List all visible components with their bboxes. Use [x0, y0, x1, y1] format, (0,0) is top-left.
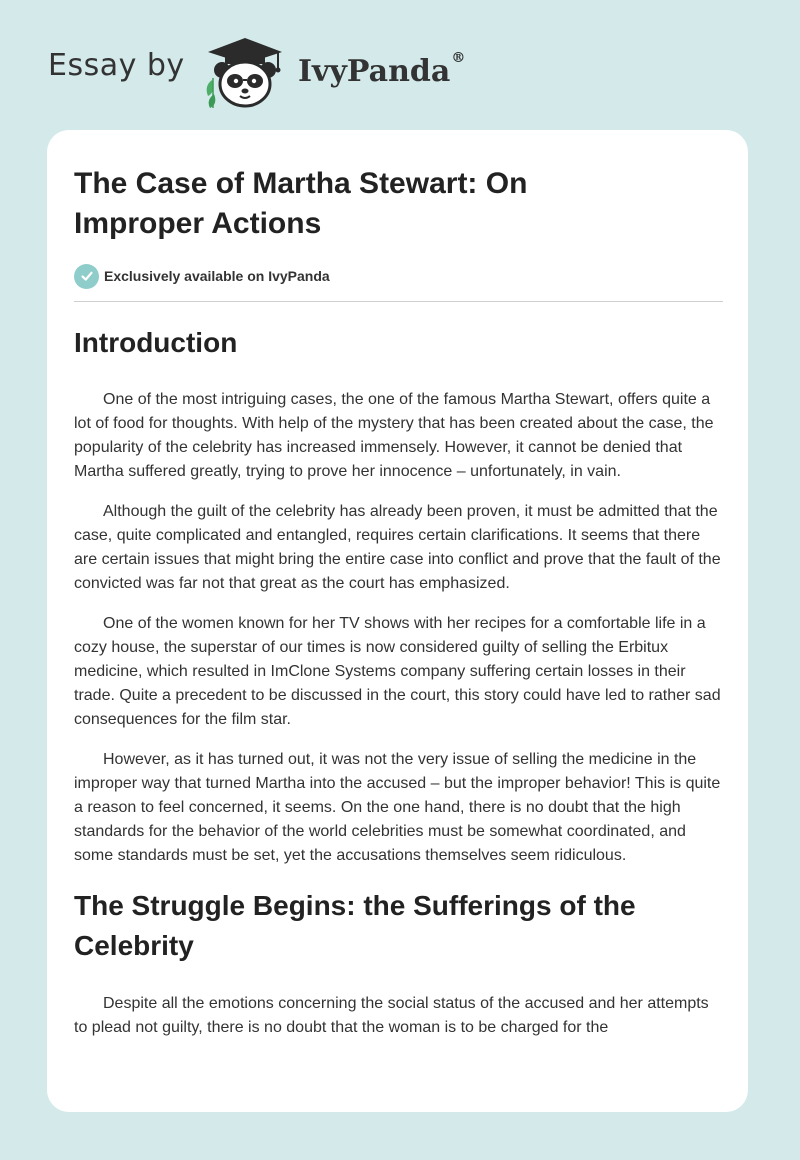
- paragraph: One of the women known for her TV shows with her recipes for a comfortable life in a cozy house, the superstar of our times is now considered guilty of selling the Erbitux medicine, which resulted in ImClone Systems company suffering certain losses in their trade. Quite a precedent to be discussed in the court, this story could have led to rather sad consequences for the film star.: [74, 615, 721, 728]
- article-title: The Case of Martha Stewart: On Improper Actions: [74, 167, 528, 240]
- exclusive-badge: [74, 262, 723, 290]
- registered-mark: ®: [451, 50, 466, 66]
- brand-name[interactable]: IvyPanda®: [298, 50, 466, 89]
- paragraph: Although the guilt of the celebrity has already been proven, it must be admitted that the case, quite complicated and entangled, requires certain clarifications. It seems that there are certain issues that might bring the entire case into conflict and prove that the fault of the convicted was far not that great as the court has emphasized.: [74, 503, 721, 592]
- paragraph: Despite all the emotions concerning the social status of the accused and her attempts to plead not guilty, there is no doubt that the woman is to be charged for the: [74, 995, 709, 1036]
- article-card: [47, 130, 748, 1112]
- panda-logo-icon[interactable]: [200, 34, 290, 110]
- paragraph: However, as it has turned out, it was not the very issue of selling the medicine in the improper way that turned Martha into the accused – but the improper behavior! This is quite a reason to feel concerned, it seems. On the one hand, there is no doubt that the high standards for the behavior of the world celebrities must be somewhat coordinated, and some standards must be set, yet the accusations themselves seem ridiculous.: [74, 751, 721, 864]
- section-heading-struggle: The Struggle Begins: the Sufferings of the Celebrity: [74, 890, 636, 961]
- paragraph: One of the most intriguing cases, the one of the famous Martha Stewart, offers quite a lot of food for thoughts. With help of the mystery that has been created about the case, the popularity of the celebrity has increased immensely. However, it cannot be denied that Martha suffered greatly, trying to prove her innocence – unfortunately, in vain.: [74, 391, 714, 480]
- check-badge: [74, 264, 99, 289]
- section-heading-introduction: Introduction: [74, 327, 238, 358]
- exclusive-label: Exclusively available on IvyPanda: [104, 268, 330, 284]
- divider: [74, 301, 723, 302]
- essay-by-label: Essay by: [48, 48, 185, 83]
- site-header: [48, 34, 548, 114]
- article-content: [74, 164, 723, 1040]
- check-icon: [80, 269, 94, 283]
